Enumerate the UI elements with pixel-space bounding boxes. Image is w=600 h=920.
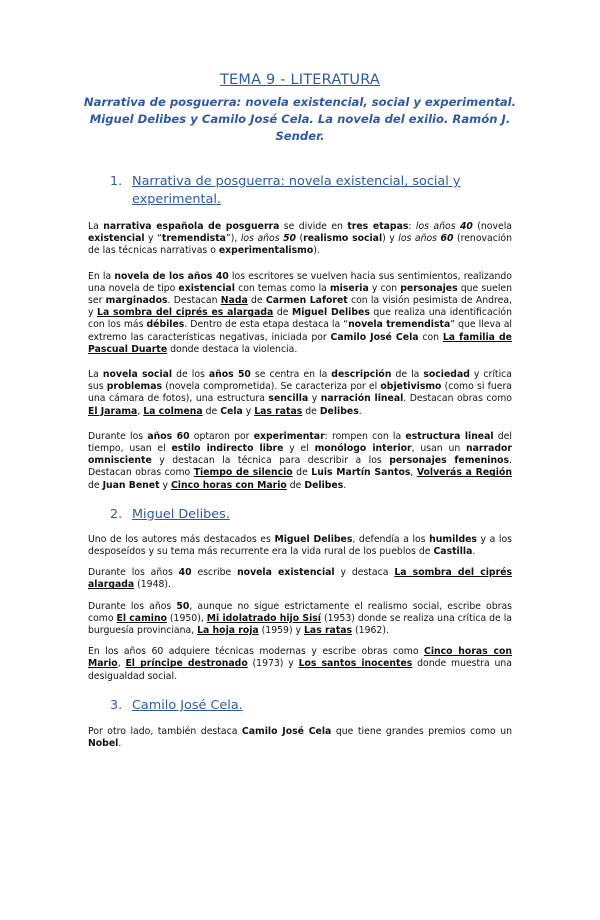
- section-title: Narrativa de posguerra: novela existencial, social y experimental.: [132, 174, 461, 207]
- paragraph-delibes-60: En los años 60 adquiere técnicas modernas y escribe obras como Cinco horas con Mario, El príncipe destronado (1973) y Los santos inocentes donde muestra una desigualdad social.: [88, 646, 512, 682]
- paragraph-delibes-intro: Uno de los autores más destacados es Miguel Delibes, defendía a los humildes y a los desposeídos y su tema más recurrente era la vida rural de los pueblos de Castilla.: [88, 533, 512, 558]
- paragraph-delibes-50: Durante los años 50, aunque no sigue estrictamente el realismo social, escribe obras como El camino (1950), Mi idolatrado hijo Sisí (1953) donde se realiza una crítica de la burguesía provinciana, La hoja roja (1959) y Las ratas (1962).: [88, 600, 513, 637]
- section-title: Miguel Delibes.: [132, 506, 230, 522]
- paragraph-etapas: La narrativa española de posguerra se divide en tres etapas: los años 40 (novela existencial y “tremendista”), los años 50 (realismo social) y los años 60 (renovación de las técnicas narrativas o experimentalismo).: [88, 221, 512, 257]
- paragraph-anos-40: En la novela de los años 40 los escritores se vuelven hacia sus sentimientos, realizando una novela de tipo existencial con temas como la miseria y con personajes que suelen ser marginados. Destacan Nada de Carmen Laforet con la visión pesimista de Andrea, y La sombra del ciprés es alargada de Miguel Delibes que realiza una identificación con los más débiles. Dentro de esta etapa destaca la “novela tremendista” que lleva al extremo las características negativas, iniciada por Camilo José Cela con La familia de Pascual Duarte donde destaca la violencia.: [88, 270, 513, 355]
- section-heading-2: [110, 506, 512, 524]
- paragraph-delibes-40: Durante los años 40 escribe novela existencial y destaca La sombra del ciprés alargada (1948).: [88, 567, 512, 591]
- section-heading-3: [110, 697, 512, 715]
- paragraph-anos-50: La novela social de los años 50 se centra en la descripción de la sociedad y crítica sus problemas (novela comprometida). Se caracteriza por el objetivismo (como si fuera una cámara de fotos), una estructura sencilla y narración lineal. Destacan obras como El Jarama, La colmena de Cela y Las ratas de Delibes.: [88, 369, 512, 417]
- paragraph-anos-60: Durante los años 60 optaron por experimentar: rompen con la estructura lineal del tiempo, usan el estilo indirecto libre y el monólogo interior, usan un narrador omnisciente y destacan la técnica para describir a los personajes femeninos. Destacan obras como Tiempo de silencio de Luis Martín Santos, Volverás a Región de Juan Benet y Cinco horas con Mario de Delibes.: [88, 430, 512, 491]
- section-number: 3.: [110, 697, 123, 713]
- document-subtitle: Narrativa de posguerra: novela existencial, social y experimental. Miguel Delibes y Camilo José Cela. La novela del exilio. Ramón J. Sender.: [83, 95, 517, 143]
- section-number: 2.: [110, 506, 123, 522]
- document-title: TEMA 9 - LITERATURA: [219, 72, 381, 88]
- section-title: Camilo José Cela.: [132, 697, 243, 713]
- section-heading-1: [110, 173, 512, 209]
- document-page: [0, 72, 600, 920]
- paragraph-cela: Por otro lado, también destaca Camilo José Cela que tiene grandes premios como un Nobel.: [88, 725, 512, 750]
- section-number: 1.: [110, 174, 123, 189]
